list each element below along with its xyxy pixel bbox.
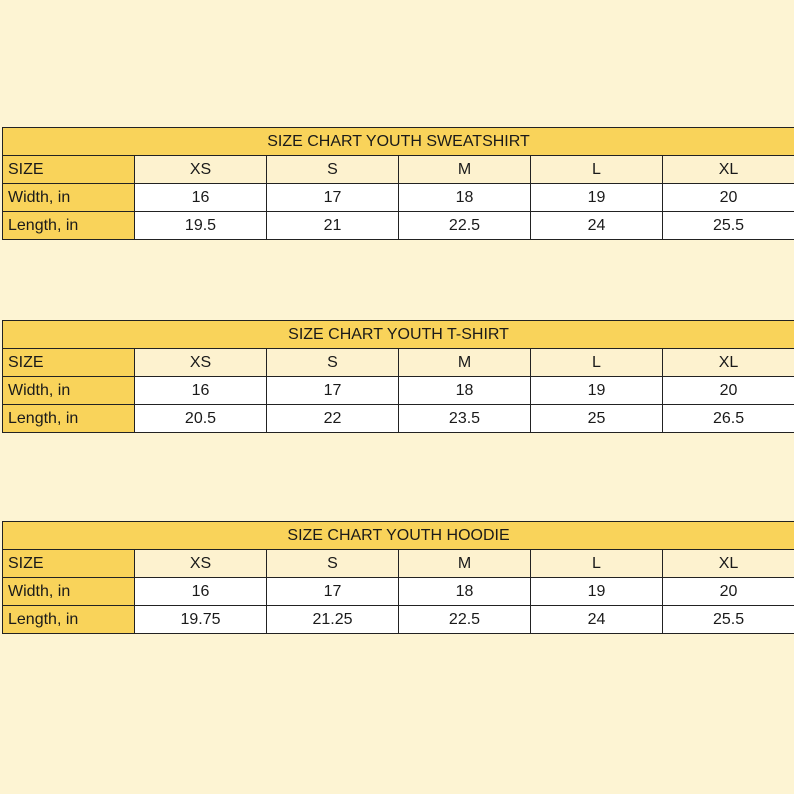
size-chart-table [2, 521, 794, 634]
table-cell: 20 [663, 184, 794, 212]
table-cell: 25.5 [663, 606, 794, 634]
table-cell: 19.75 [135, 606, 267, 634]
table-cell: 19 [531, 578, 663, 606]
row-label: Length, in [3, 212, 135, 240]
table-cell: 20.5 [135, 405, 267, 433]
table-cell: 24 [531, 212, 663, 240]
table-cell: 22.5 [399, 212, 531, 240]
size-chart-table [2, 320, 794, 433]
table-cell: L [531, 550, 663, 578]
table-row [3, 377, 794, 405]
table-cell: 19 [531, 184, 663, 212]
size-chart-title: SIZE CHART YOUTH T-SHIRT [3, 321, 794, 349]
table-row [3, 349, 794, 377]
table-cell: 23.5 [399, 405, 531, 433]
row-label: Length, in [3, 405, 135, 433]
size-chart-title: SIZE CHART YOUTH HOODIE [3, 522, 794, 550]
table-cell: 17 [267, 184, 399, 212]
table-cell: XL [663, 349, 794, 377]
table-cell: 20 [663, 377, 794, 405]
table-cell: 18 [399, 377, 531, 405]
row-label: Width, in [3, 184, 135, 212]
table-cell: 16 [135, 184, 267, 212]
table-row [3, 578, 794, 606]
size-chart-table [2, 127, 794, 240]
table-cell: M [399, 550, 531, 578]
table-row [3, 184, 794, 212]
row-label: Length, in [3, 606, 135, 634]
table-row [3, 156, 794, 184]
row-label: Width, in [3, 578, 135, 606]
table-cell: 16 [135, 578, 267, 606]
table-cell: 20 [663, 578, 794, 606]
table-cell: 22.5 [399, 606, 531, 634]
table-row [3, 550, 794, 578]
table-cell: 25.5 [663, 212, 794, 240]
table-cell: XS [135, 156, 267, 184]
table-cell: 25 [531, 405, 663, 433]
table-cell: S [267, 550, 399, 578]
row-label: Width, in [3, 377, 135, 405]
table-cell: S [267, 349, 399, 377]
table-cell: 19 [531, 377, 663, 405]
table-cell: 22 [267, 405, 399, 433]
table-cell: 17 [267, 377, 399, 405]
table-cell: 19.5 [135, 212, 267, 240]
row-label: SIZE [3, 550, 135, 578]
table-cell: L [531, 156, 663, 184]
table-row [3, 606, 794, 634]
table-cell: M [399, 156, 531, 184]
table-cell: 24 [531, 606, 663, 634]
table-cell: XL [663, 550, 794, 578]
table-cell: XS [135, 349, 267, 377]
table-cell: 18 [399, 578, 531, 606]
table-row [3, 212, 794, 240]
table-cell: XS [135, 550, 267, 578]
size-chart-title: SIZE CHART YOUTH SWEATSHIRT [3, 128, 794, 156]
table-cell: 16 [135, 377, 267, 405]
table-cell: 26.5 [663, 405, 794, 433]
table-cell: S [267, 156, 399, 184]
table-cell: M [399, 349, 531, 377]
row-label: SIZE [3, 349, 135, 377]
table-cell: XL [663, 156, 794, 184]
table-cell: 21.25 [267, 606, 399, 634]
table-cell: 17 [267, 578, 399, 606]
row-label: SIZE [3, 156, 135, 184]
table-row [3, 405, 794, 433]
table-cell: 18 [399, 184, 531, 212]
table-cell: L [531, 349, 663, 377]
table-cell: 21 [267, 212, 399, 240]
